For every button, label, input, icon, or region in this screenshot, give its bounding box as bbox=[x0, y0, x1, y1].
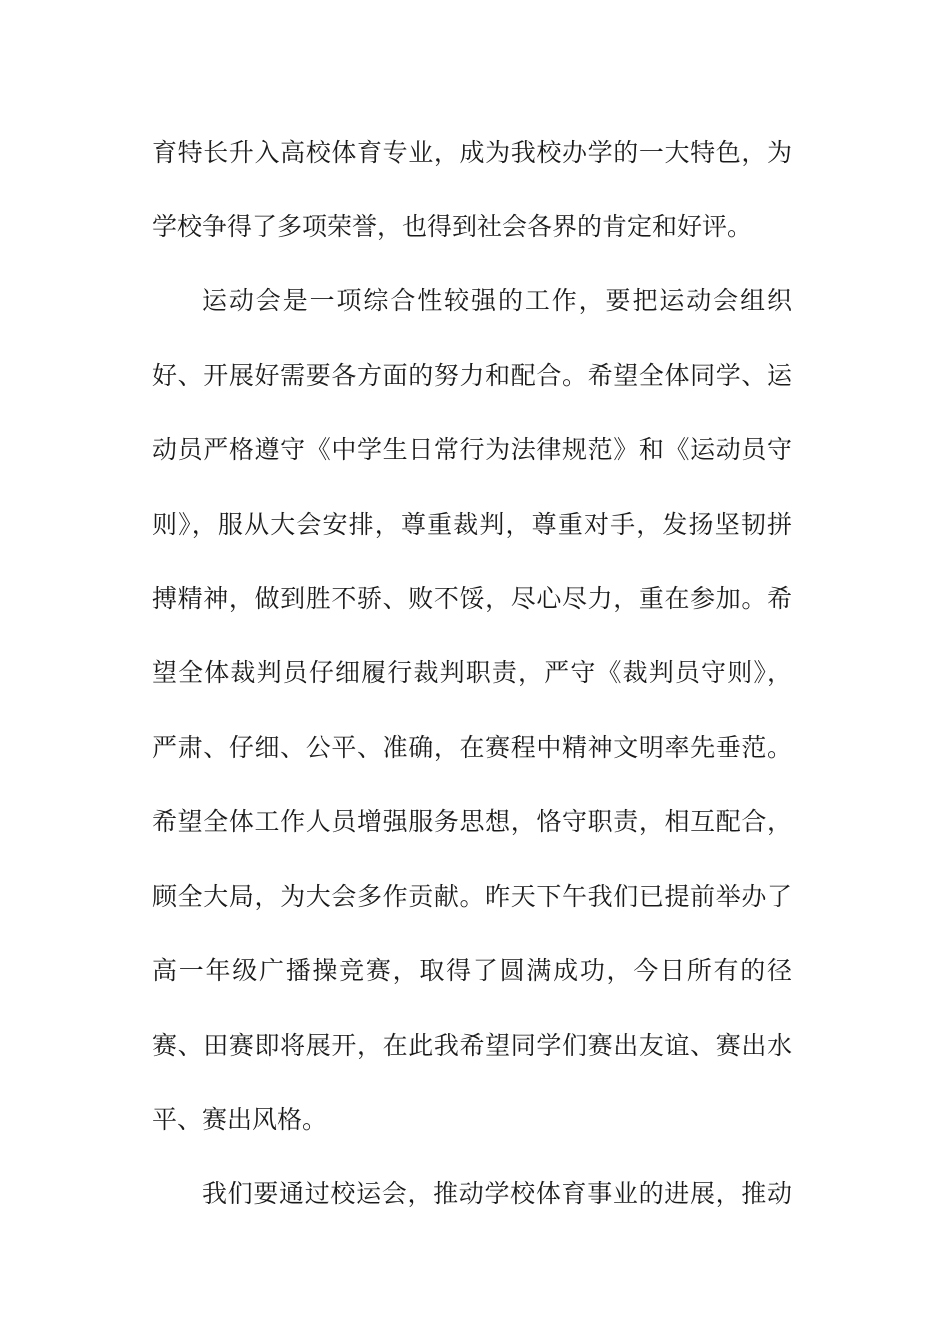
text-line: 希望全体工作人员增强服务思想，恪守职责，相互配合， bbox=[152, 807, 792, 836]
text-line: 育特长升入高校体育专业，成为我校办学的一大特色，为 bbox=[152, 138, 792, 167]
text-line: 赛、田赛即将展开，在此我希望同学们赛出友谊、赛出水 bbox=[152, 1031, 792, 1060]
paragraph-start-line: 运动会是一项综合性较强的工作，要把运动会组织 bbox=[202, 286, 792, 315]
text-line: 严肃、仔细、公平、准确，在赛程中精神文明率先垂范。 bbox=[152, 733, 792, 762]
text-line: 动员严格遵守《中学生日常行为法律规范》和《运动员守 bbox=[152, 435, 792, 464]
text-line: 好、开展好需要各方面的努力和配合。希望全体同学、运 bbox=[152, 361, 792, 390]
text-line: 顾全大局，为大会多作贡献。昨天下午我们已提前举办了 bbox=[152, 882, 792, 911]
text-line: 则》，服从大会安排，尊重裁判，尊重对手，发扬坚韧拼 bbox=[152, 510, 792, 539]
paragraph-start-line: 我们要通过校运会，推动学校体育事业的进展，推动 bbox=[202, 1179, 792, 1208]
text-line: 望全体裁判员仔细履行裁判职责，严守《裁判员守则》， bbox=[152, 658, 792, 687]
text-line: 平、赛出风格。 bbox=[152, 1105, 328, 1134]
text-line: 高一年级广播操竞赛，取得了圆满成功，今日所有的径 bbox=[152, 956, 792, 985]
text-line: 学校争得了多项荣誉，也得到社会各界的肯定和好评。 bbox=[152, 212, 753, 241]
text-line: 搏精神，做到胜不骄、败不馁，尽心尽力，重在参加。希 bbox=[152, 584, 792, 613]
